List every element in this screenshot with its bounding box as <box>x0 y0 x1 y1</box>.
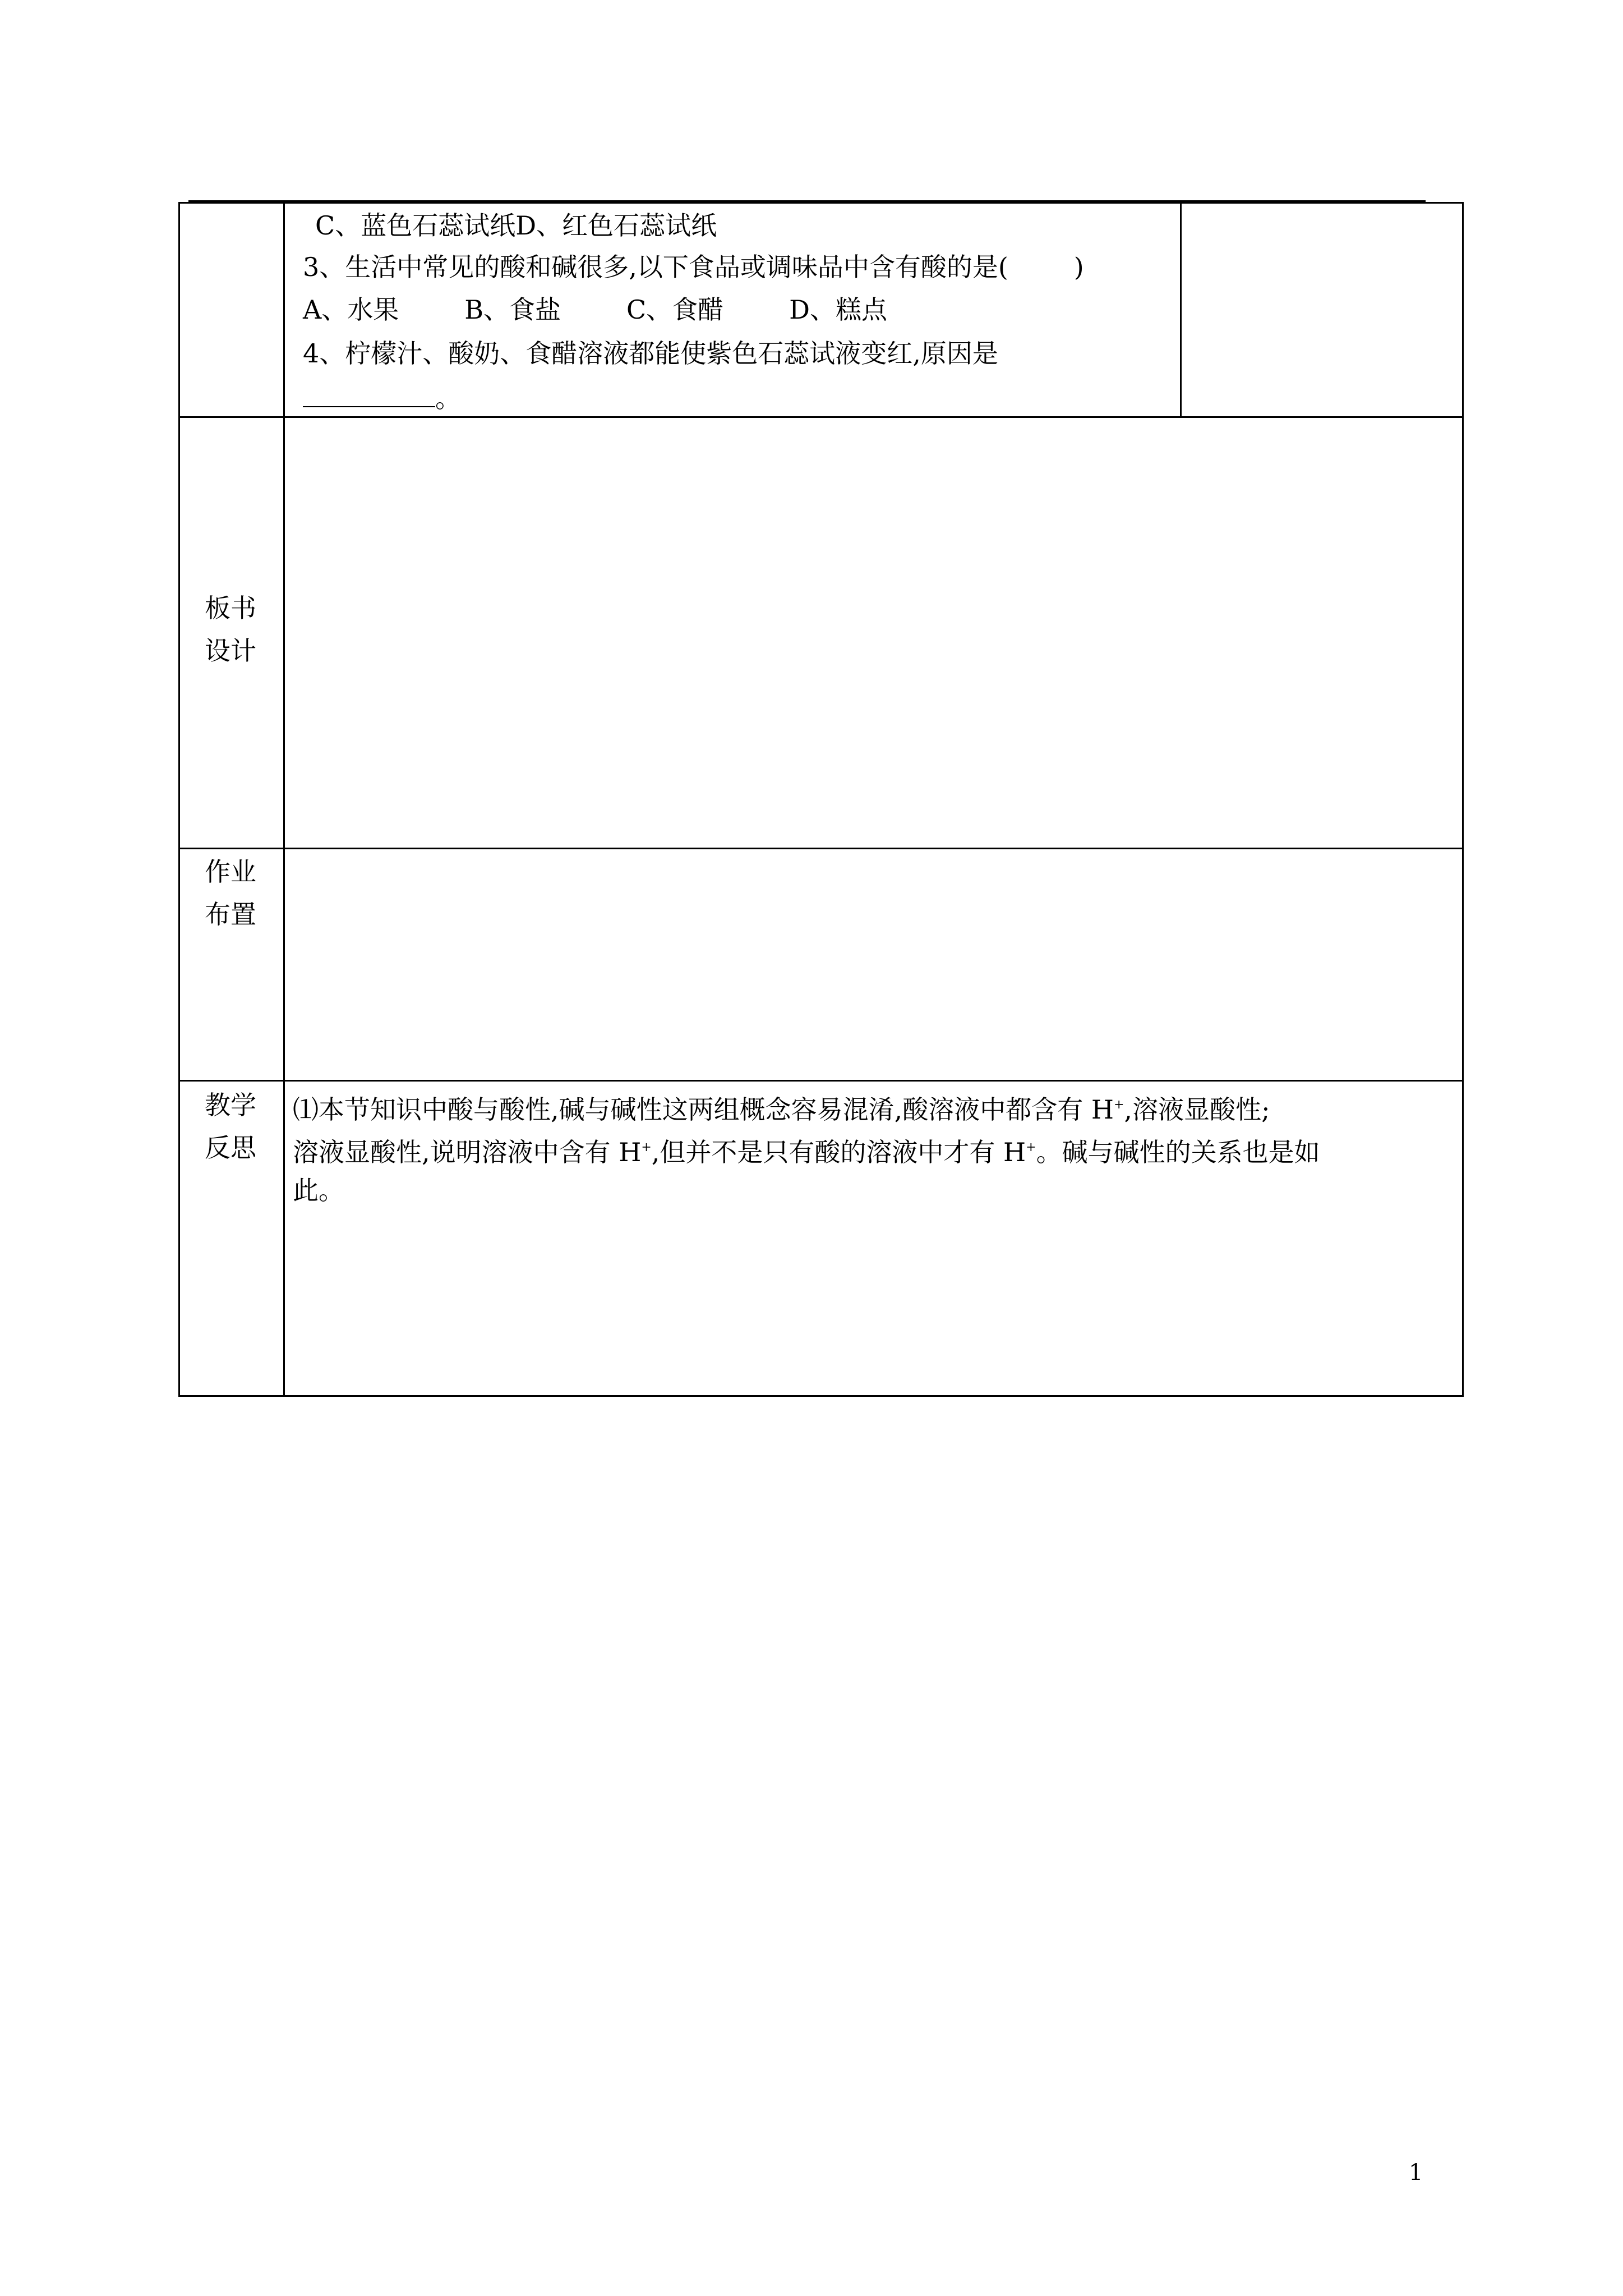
exercise-question-4-answer <box>303 381 461 415</box>
row-divider-3 <box>178 1080 1464 1082</box>
reflection-text-1b: ,溶液显酸性; <box>1124 1094 1270 1125</box>
exercise-question-4: 4、柠檬汁、酸奶、食醋溶液都能使紫色石蕊试液变红,原因是 <box>303 338 998 369</box>
superscript-plus: + <box>641 1140 652 1154</box>
reflection-label <box>183 1084 278 1169</box>
reflection-paragraph-line2 <box>293 1131 1320 1169</box>
superscript-plus: + <box>1113 1098 1124 1112</box>
reflection-text-2b: ,但并不是只有酸的溶液中才有 H <box>651 1137 1026 1167</box>
homework-label-line1: 作业 <box>205 857 256 887</box>
page-number: 1 <box>1409 2160 1423 2185</box>
reflection-label-line1: 教学 <box>205 1090 256 1120</box>
row-divider-2 <box>178 848 1464 849</box>
superscript-plus: + <box>1026 1140 1036 1154</box>
row-divider-1 <box>178 416 1464 418</box>
answer-blank <box>303 381 435 407</box>
reflection-paragraph-line1 <box>293 1088 1270 1126</box>
reflection-text-2c: 。碱与碱性的关系也是如 <box>1036 1137 1320 1167</box>
reflection-paragraph-line3: 此。 <box>293 1175 344 1205</box>
homework-label <box>183 850 278 936</box>
exercise-line-options-cd: C、蓝色石蕊试纸D、红色石蕊试纸 <box>315 210 717 241</box>
answer-column-divider <box>1180 202 1182 417</box>
reflection-text-1a: ⑴本节知识中酸与酸性,碱与碱性这两组概念容易混淆,酸溶液中都含有 H <box>293 1094 1114 1125</box>
reflection-text-2a: 溶液显酸性,说明溶液中含有 H <box>293 1137 642 1167</box>
answer-period: 。 <box>435 383 461 413</box>
exercise-question-3: 3、生活中常见的酸和碱很多,以下食品或调味品中含有酸的是( ) <box>303 252 1084 282</box>
exercise-question-3-options: A、水果 B、食盐 C、食醋 D、糕点 <box>303 295 888 325</box>
label-column-divider <box>283 202 285 1397</box>
reflection-label-line2: 反思 <box>205 1133 256 1163</box>
board-design-label <box>183 587 278 672</box>
board-label-line1: 板书 <box>205 593 256 623</box>
board-label-line2: 设计 <box>205 636 256 666</box>
homework-label-line2: 布置 <box>205 899 256 930</box>
